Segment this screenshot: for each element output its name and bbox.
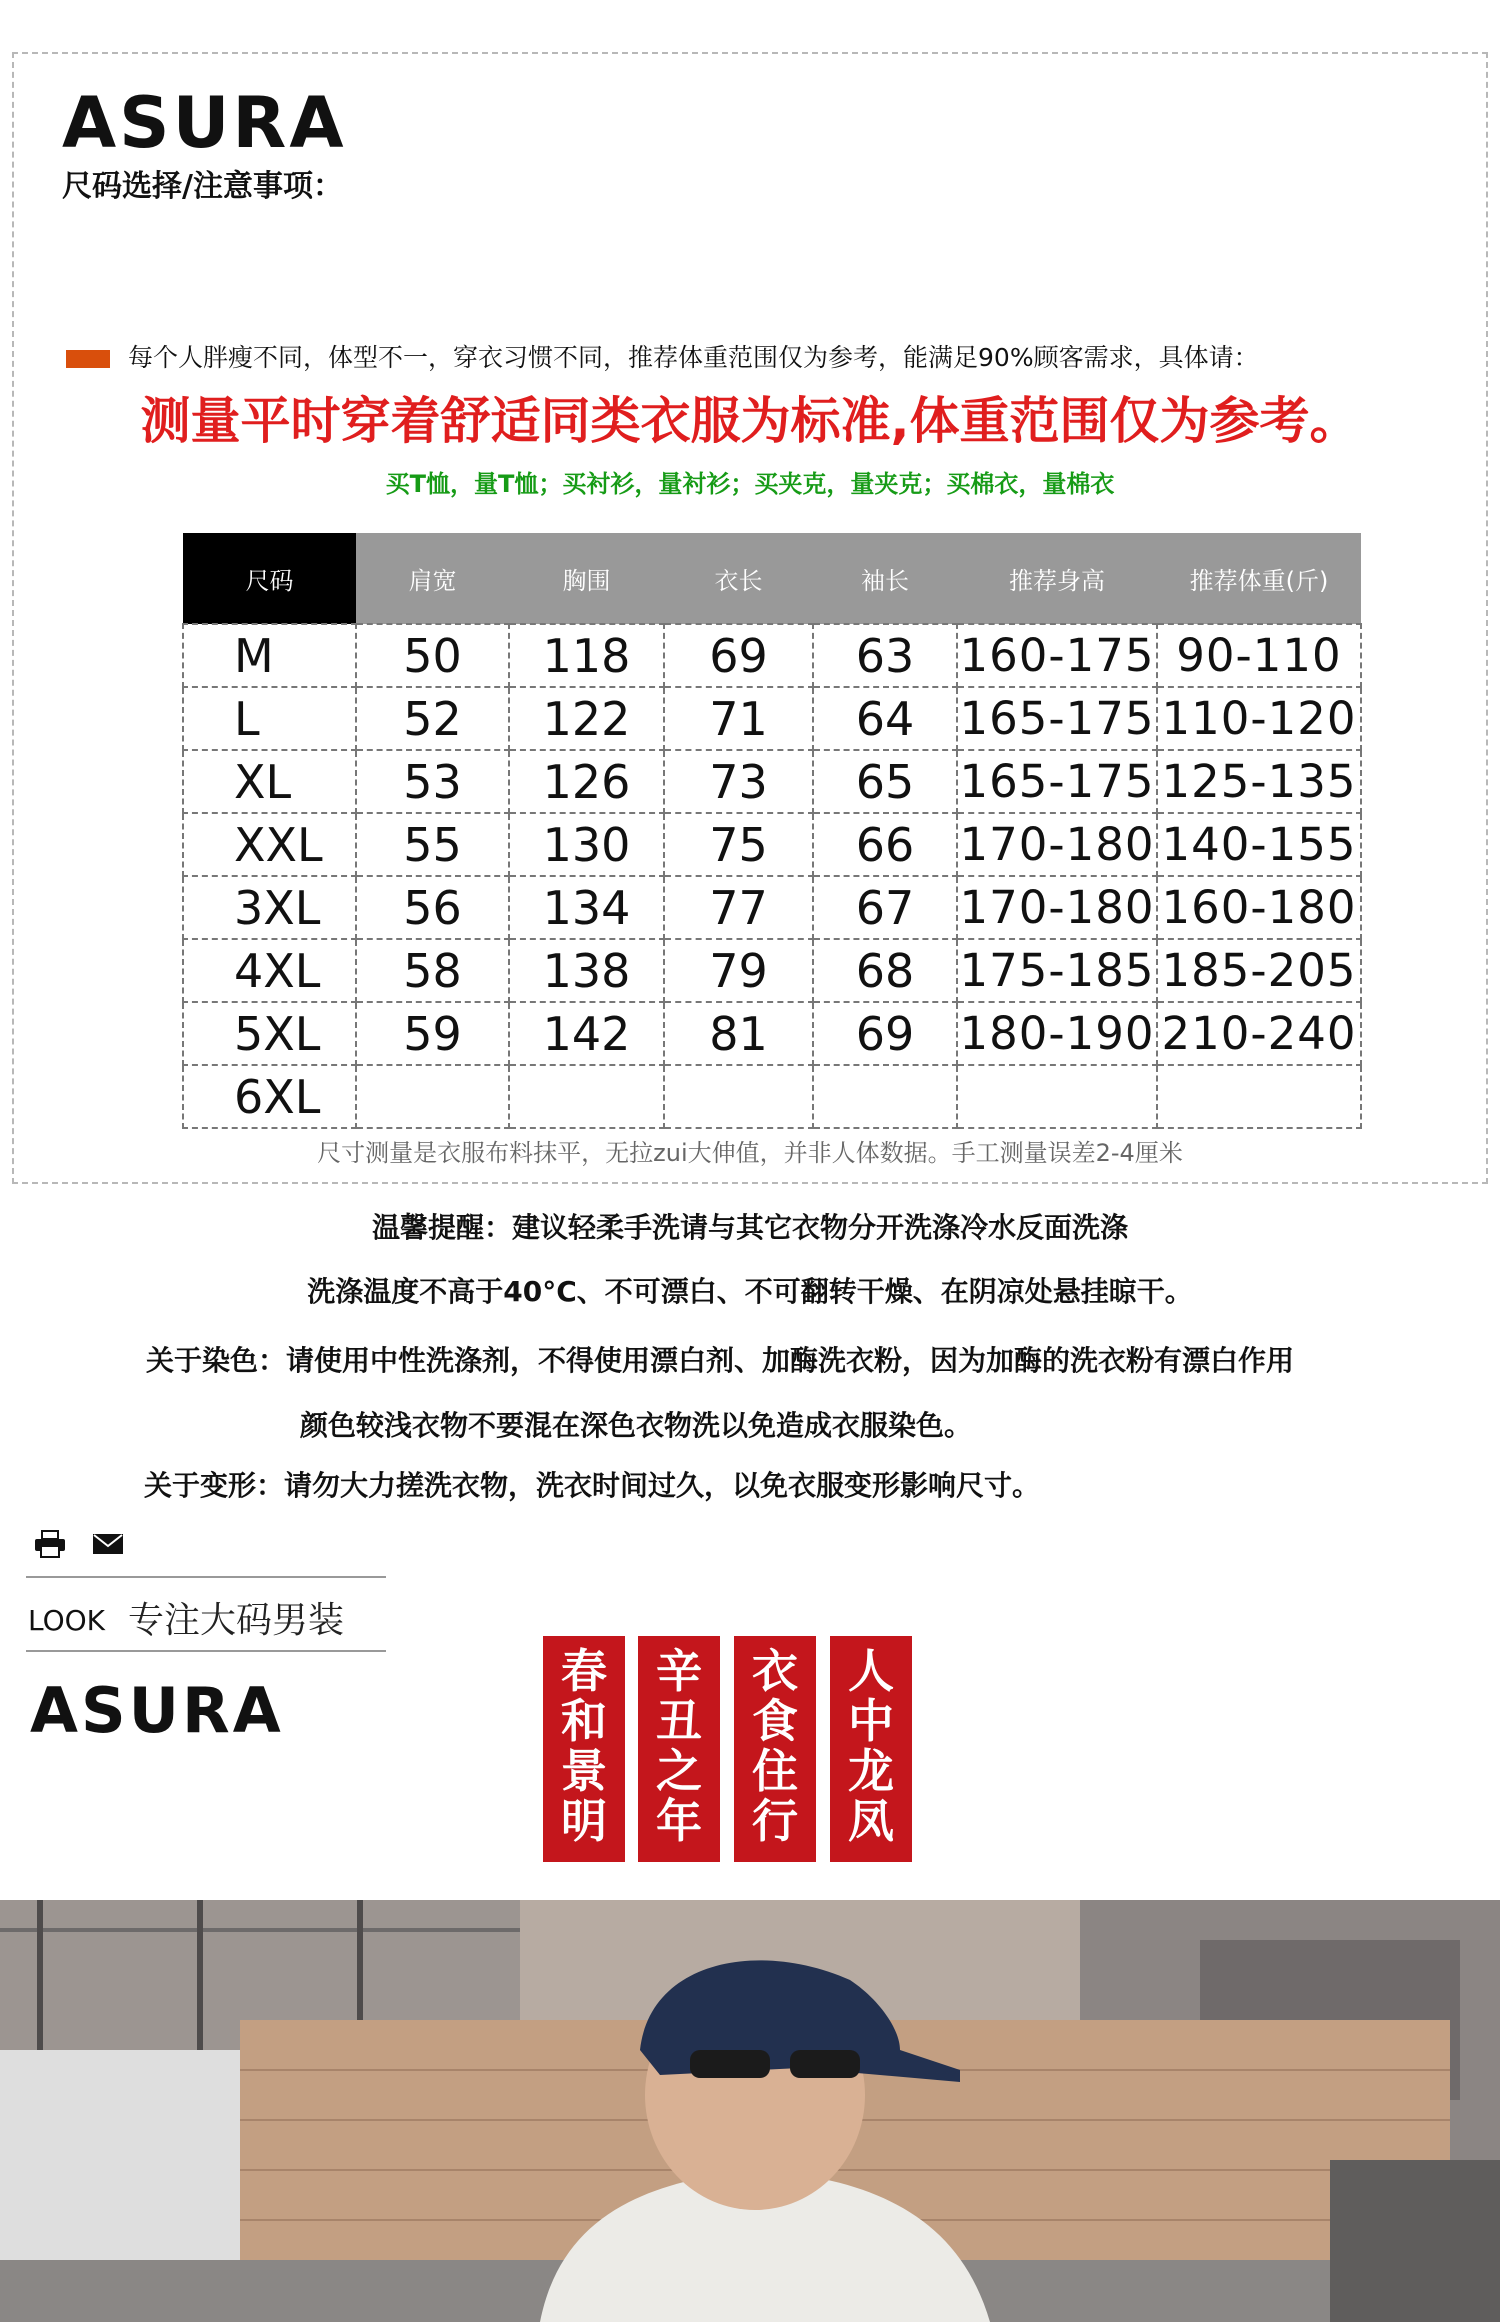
table-cell: 122: [509, 687, 664, 750]
seal-2: [638, 1636, 720, 1862]
table-cell: 64: [813, 687, 957, 750]
envelope-icon[interactable]: [92, 1533, 124, 1555]
seal-3: [734, 1636, 816, 1862]
table-cell: 68: [813, 939, 957, 1002]
table-cell: 63: [813, 624, 957, 687]
divider-bottom: [26, 1650, 386, 1652]
header-cell: 胸围: [509, 533, 664, 624]
table-cell: 165-175: [957, 687, 1157, 750]
table-cell: XXL: [183, 813, 356, 876]
table-cell: [1157, 1065, 1361, 1128]
table-cell: 55: [356, 813, 509, 876]
brand-logo-footer: ASURA: [30, 1674, 284, 1747]
table-cell: 77: [664, 876, 813, 939]
seal-text: 春和景明: [561, 1644, 607, 1848]
header-cell: 推荐体重(斤): [1157, 533, 1361, 624]
divider-top: [26, 1576, 386, 1578]
table-cell: 67: [813, 876, 957, 939]
table-row: [183, 687, 1361, 750]
table-cell: [509, 1065, 664, 1128]
table-cell: 71: [664, 687, 813, 750]
table-cell: 3XL: [183, 876, 356, 939]
red-headline: 测量平时穿着舒适同类衣服为标准,体重范围仅为参考。: [140, 392, 1360, 450]
measurement-note: 尺寸测量是衣服布料抹平，无拉zui大伸值，并非人体数据。手工测量误差2-4厘米: [317, 1139, 1183, 1167]
table-row: [183, 1002, 1361, 1065]
table-cell: 210-240: [1157, 1002, 1361, 1065]
table-cell: 4XL: [183, 939, 356, 1002]
printer-icon[interactable]: [34, 1530, 66, 1558]
table-cell: 6XL: [183, 1065, 356, 1128]
care-reminder: 温馨提醒：建议轻柔手洗请与其它衣物分开洗涤冷水反面洗涤: [371, 1211, 1128, 1244]
table-cell: [957, 1065, 1157, 1128]
header-cell: 尺码: [183, 533, 356, 624]
table-cell: M: [183, 624, 356, 687]
table-cell: 170-180: [957, 876, 1157, 939]
table-cell: 5XL: [183, 1002, 356, 1065]
table-cell: 81: [664, 1002, 813, 1065]
table-cell: 165-175: [957, 750, 1157, 813]
seal-text: 辛丑之年: [656, 1644, 702, 1848]
table-cell: XL: [183, 750, 356, 813]
seal-text: 人中龙凤: [848, 1644, 894, 1848]
table-row: [183, 1065, 1361, 1128]
table-cell: 90-110: [1157, 624, 1361, 687]
table-cell: 50: [356, 624, 509, 687]
table-cell: 56: [356, 876, 509, 939]
table-row: [183, 624, 1361, 687]
header-cell: 肩宽: [356, 533, 509, 624]
look-label: LOOK: [28, 1604, 106, 1637]
table-cell: [664, 1065, 813, 1128]
header-cell: 袖长: [813, 533, 957, 624]
seal-text: 衣食住行: [752, 1644, 798, 1848]
table-cell: 142: [509, 1002, 664, 1065]
section-subtitle: 尺码选择/注意事项：: [62, 169, 343, 204]
table-cell: 180-190: [957, 1002, 1157, 1065]
table-cell: 65: [813, 750, 957, 813]
table-cell: 69: [664, 624, 813, 687]
seal-4: [830, 1636, 912, 1862]
table-row: [183, 750, 1361, 813]
table-cell: 170-180: [957, 813, 1157, 876]
care-dyeing-detail: 颜色较浅衣物不要混在深色衣物洗以免造成衣服染色。: [300, 1409, 973, 1442]
brand-tagline: 专注大码男装: [128, 1600, 345, 1641]
size-table: [182, 533, 1362, 1129]
table-row: [183, 939, 1361, 1002]
table-cell: 160-175: [957, 624, 1157, 687]
table-cell: 59: [356, 1002, 509, 1065]
care-deformation: 关于变形：请勿大力搓洗衣物，洗衣时间过久，以免衣服变形影响尺寸。: [144, 1469, 1041, 1502]
table-cell: 66: [813, 813, 957, 876]
care-temperature: 洗涤温度不高于40°C、不可漂白、不可翻转干燥、在阴凉处悬挂晾干。: [307, 1275, 1193, 1308]
table-cell: 125-135: [1157, 750, 1361, 813]
seal-1: [543, 1636, 625, 1862]
table-cell: 79: [664, 939, 813, 1002]
table-cell: 52: [356, 687, 509, 750]
table-cell: [356, 1065, 509, 1128]
table-cell: 118: [509, 624, 664, 687]
table-cell: 69: [813, 1002, 957, 1065]
note-marker: [66, 350, 110, 368]
table-cell: 185-205: [1157, 939, 1361, 1002]
model-photo: [0, 1900, 1500, 2322]
table-cell: 175-185: [957, 939, 1157, 1002]
note-line: 每个人胖瘦不同，体型不一，穿衣习惯不同，推荐体重范围仅为参考，能满足90%顾客需求，具体请：: [128, 343, 1259, 372]
table-cell: 110-120: [1157, 687, 1361, 750]
table-header-row: [183, 533, 1361, 624]
table-cell: [813, 1065, 957, 1128]
care-dyeing: 关于染色：请使用中性洗涤剂，不得使用漂白剂、加酶洗衣粉，因为加酶的洗衣粉有漂白作用: [146, 1344, 1295, 1377]
header-cell: 衣长: [664, 533, 813, 624]
measure-tip: 买T恤，量T恤；买衬衫，量衬衫；买夹克，量夹克；买棉衣，量棉衣: [385, 470, 1115, 498]
table-row: [183, 813, 1361, 876]
table-cell: L: [183, 687, 356, 750]
table-cell: 160-180: [1157, 876, 1361, 939]
table-cell: 140-155: [1157, 813, 1361, 876]
brand-logo: ASURA: [62, 82, 347, 164]
table-cell: 73: [664, 750, 813, 813]
table-cell: 58: [356, 939, 509, 1002]
table-cell: 53: [356, 750, 509, 813]
table-cell: 130: [509, 813, 664, 876]
table-cell: 75: [664, 813, 813, 876]
table-cell: 138: [509, 939, 664, 1002]
table-cell: 134: [509, 876, 664, 939]
table-cell: 126: [509, 750, 664, 813]
header-cell: 推荐身高: [957, 533, 1157, 624]
table-row: [183, 876, 1361, 939]
